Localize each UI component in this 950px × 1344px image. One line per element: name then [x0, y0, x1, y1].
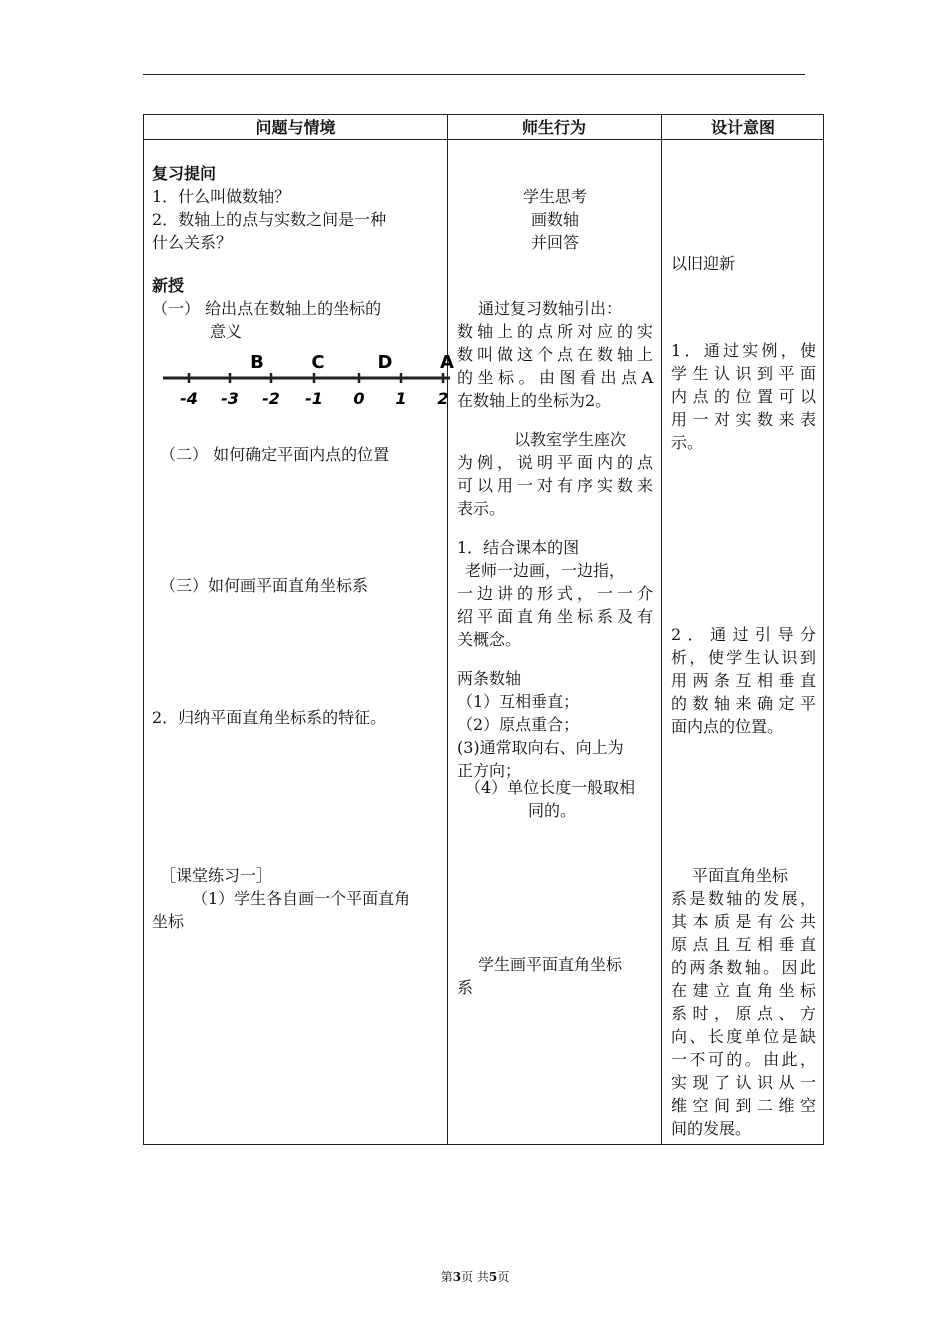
seat-line-1: 以教室学生座次 [514, 430, 627, 449]
feature-4-line-2: 同的。 [528, 801, 577, 820]
textbook-line-1: 1．结合课本的图 [457, 538, 580, 557]
action-draw-axis: 画数轴 [530, 210, 579, 229]
student-draw-line-1: 学生画平面直角坐标 [478, 955, 623, 974]
intent-1-line-5: 示。 [671, 433, 704, 452]
intent-3-line-1: 平面直角坐标 [692, 866, 789, 885]
intro-line-5: 在数轴上的坐标为2。 [457, 391, 612, 410]
review-heading: 复习提问 [152, 164, 217, 183]
intro-line-2: 数轴上的点所对应的实 [457, 322, 653, 341]
number-line-tick-label: -4 [180, 389, 198, 408]
intent-3-line-3: 其本质是有公共 [671, 912, 816, 931]
intent-2-line-5: 面内点的位置。 [671, 717, 784, 736]
footer-total-pages: 5 [488, 1270, 498, 1284]
feature-3-line-1: (3)通常取向右、向上为 [457, 738, 624, 757]
summary-features: 2．归纳平面直角坐标系的特征。 [152, 708, 387, 727]
intent-3-line-7: 系时，原点、方 [671, 1004, 816, 1023]
intent-3-line-8: 向、长度单位是缺 [671, 1027, 816, 1046]
part-1-line-2: 意义 [210, 322, 243, 341]
exercise-line-2: 坐标 [152, 912, 185, 931]
intent-2-line-4: 的数轴来确定平 [671, 694, 816, 713]
intent-1-line-4: 用一对实数来表 [671, 410, 816, 429]
footer-middle: 页 共 [461, 1270, 489, 1284]
column-divider-2 [661, 115, 662, 1144]
header-teacher-student-action: 师生行为 [521, 118, 586, 137]
part-1-line-1: （一） 给出点在数轴上的坐标的 [152, 299, 382, 318]
intent-1-line-2: 学生认识到平面 [671, 364, 816, 383]
number-line-tick-label: -2 [262, 389, 280, 408]
new-lesson-heading: 新授 [152, 276, 185, 295]
seat-line-2: 为例，说明平面内的点 [457, 453, 653, 472]
intent-3-line-2: 系是数轴的发展， [671, 889, 816, 908]
number-line-point-label: B [250, 352, 264, 373]
number-line-tick-label: 1 [395, 389, 407, 408]
intent-3-line-12: 间的发展。 [671, 1119, 752, 1138]
action-student-think: 学生思考 [522, 187, 587, 206]
intent-3-line-10: 实现了认识从一 [671, 1073, 816, 1092]
feature-3-line-2: 正方向； [457, 761, 522, 780]
table-header-row [144, 115, 823, 140]
textbook-line-5: 关概念。 [457, 630, 522, 649]
part-2: （二） 如何确定平面内点的位置 [160, 445, 390, 464]
intent-1-line-1: 1．通过实例，使 [671, 341, 816, 360]
seat-line-3: 可以用一对有序实数来 [457, 476, 653, 495]
feature-4-line-1: （4）单位长度一般取相 [465, 778, 636, 797]
header-rule [143, 74, 805, 75]
intro-line-1: 通过复习数轴引出： [478, 299, 623, 318]
intent-2-line-2: 析，使学生认识到 [671, 648, 816, 667]
review-question-2-line-2: 什么关系？ [152, 233, 233, 252]
number-line-tick-label: -3 [221, 389, 239, 408]
intro-line-4: 的坐标。由图看出点A [457, 368, 653, 387]
intent-2-line-1: 2．通过引导分 [671, 625, 816, 644]
exercise-title: ［课堂练习一］ [160, 866, 273, 885]
review-question-1: 1．什么叫做数轴？ [152, 187, 291, 206]
intent-3-line-11: 维空间到二维空 [671, 1096, 816, 1115]
number-line-tick-label: 0 [353, 389, 365, 408]
intent-2-line-3: 用两条互相垂直 [671, 671, 816, 690]
feature-1: （1）互相垂直； [457, 692, 580, 711]
intent-3-line-9: 一不可的。由此， [671, 1050, 816, 1069]
intent-old-to-new: 以旧迎新 [671, 254, 736, 273]
two-axes: 两条数轴 [457, 669, 522, 688]
number-line-point-label: C [311, 352, 325, 373]
action-answer: 并回答 [530, 233, 579, 252]
exercise-line-1: （1）学生各自画一个平面直角 [192, 889, 411, 908]
header-problem-situation: 问题与情境 [255, 118, 336, 137]
footer-prefix: 第 [440, 1270, 453, 1284]
intent-1-line-3: 内点的位置可以 [671, 387, 816, 406]
intent-3-line-6: 在建立直角坐标 [671, 981, 816, 1000]
number-line-figure [163, 349, 454, 411]
page-footer [0, 1268, 950, 1285]
header-design-intent: 设计意图 [710, 118, 775, 137]
textbook-line-2: 老师一边画，一边指， [465, 561, 626, 580]
column-divider-1 [447, 115, 448, 1144]
review-question-2-line-1: 2．数轴上的点与实数之间是一种 [152, 210, 387, 229]
footer-page-number: 3 [452, 1270, 462, 1284]
number-line-tick-label: 2 [437, 389, 449, 408]
footer-suffix: 页 [497, 1270, 510, 1284]
textbook-line-4: 绍平面直角坐标系及有 [457, 607, 653, 626]
number-line-point-label: A [440, 352, 454, 373]
number-line-tick-label: -1 [305, 389, 323, 408]
seat-line-4: 表示。 [457, 499, 506, 518]
feature-2: （2）原点重合； [457, 715, 580, 734]
student-draw-line-2: 系 [457, 978, 474, 997]
intent-3-line-4: 原点且互相垂直 [671, 935, 816, 954]
textbook-line-3: 一边讲的形式，一一介 [457, 584, 653, 603]
part-3: （三）如何画平面直角坐标系 [160, 576, 369, 595]
intent-3-line-5: 的两条数轴。因此 [671, 958, 816, 977]
number-line-point-label: D [377, 352, 393, 373]
intro-line-3: 数叫做这个点在数轴上 [457, 345, 653, 364]
